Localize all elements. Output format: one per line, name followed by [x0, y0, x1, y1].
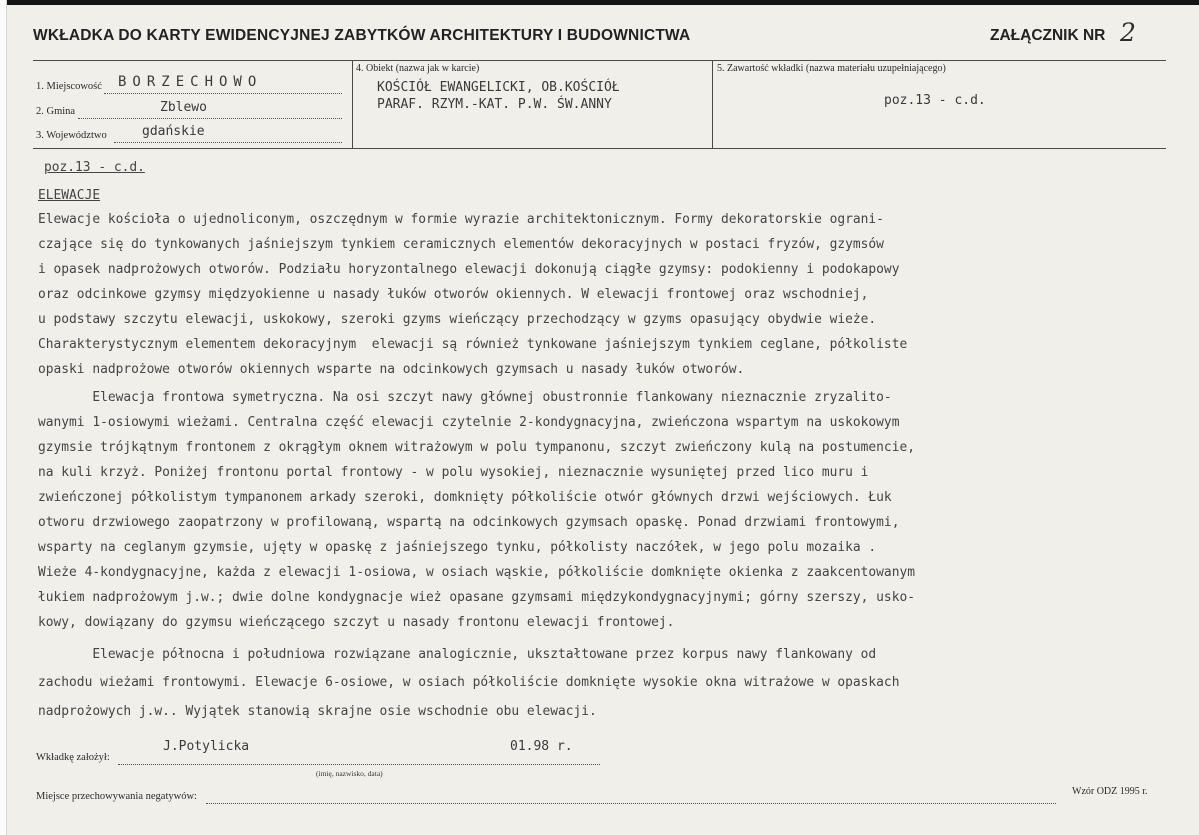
box-divider-2 [712, 60, 713, 149]
body-line-15: Wieże 4-kondygnacyjne, każda z elewacji 1-osiowa, w osiach wąskie, półkoliście domknięte okienka z zaakcentowanym [38, 565, 915, 580]
body-line-5: u podstawy szczytu elewacji, uskokowy, szeroki gzyms wieńczący przechodzący w gzyms opasujący obydwie wieże. [38, 312, 877, 327]
body-line-10: gzymsie trójkątnym frontonem z okrągłym oknem witrażowym w polu tympanonu, szczyt zwieńczony kulą na postumencie, [38, 440, 915, 455]
wojewodztwo-dotted-line [114, 142, 342, 143]
body-line-17: kowy, dowiązany do gzymsu wieńczącego szczyt u nasady frontonu elewacji frontowej. [38, 615, 675, 630]
miejscowosc-dotted-line [104, 93, 342, 94]
wojewodztwo-label: 3. Województwo [36, 130, 107, 141]
header-bottom-rule [33, 148, 1166, 149]
body-line-4: oraz odcinkowe gzymsy międzyokienne u nasady łuków otworów okiennych. W elewacji frontowej oraz wschodniej, [38, 287, 869, 302]
body-line-14: wsparty na ceglanym gzymsie, ujęty w opaskę z jaśniejszego tynku, półkolisty naczółek, w jego polu mozaika . [38, 540, 877, 555]
body-line-13: otworu drzwiowego zaopatrzony w profilowaną, wspartą na odcinkowych gzymsach opaskę. Ponad drzwiami frontowymi, [38, 515, 900, 530]
annex-number: 2 [1120, 18, 1136, 47]
box-divider-1 [352, 60, 353, 149]
negatives-label: Miejsce przechowywania negatywów: [36, 791, 197, 802]
author-dotted-line [118, 764, 600, 765]
continuation-label: poz.13 - c.d. [44, 160, 145, 175]
form-version: Wzór ODZ 1995 r. [1072, 786, 1148, 797]
form-title: WKŁADKA DO KARTY EWIDENCYJNEJ ZABYTKÓW ARCHITEKTURY I BUDOWNICTWA [33, 27, 691, 44]
negatives-dotted-line [206, 803, 1056, 804]
gmina-dotted-line [78, 118, 342, 119]
miejscowosc-label: 1. Miejscowość [36, 81, 102, 92]
scan-top-edge [0, 0, 1199, 5]
obiekt-line-1: KOŚCIÓŁ EWANGELICKI, OB.KOŚCIÓŁ [377, 80, 620, 95]
gmina-label: 2. Gmina [36, 106, 76, 117]
gmina-value: Zblewo [160, 100, 207, 115]
obiekt-label: 4. Obiekt (nazwa jak w karcie) [356, 63, 480, 74]
author-label: Wkładkę założył: [36, 752, 110, 763]
author-caption: (imię, nazwisko, data) [316, 769, 383, 778]
scan-left-edge [0, 0, 7, 835]
zawartosc-value: poz.13 - c.d. [884, 93, 986, 108]
body-line-7: opaski nadprożowe otworów okiennych wsparte na odcinkowych gzymsach u nasady łuków otworów. [38, 362, 745, 377]
body-line-9: wanymi 1-osiowymi wieżami. Centralna część elewacji czytelnie 2-kondygnacyjna, zwieńczona wspartym na uskokowym [38, 415, 900, 430]
author-name: J.Potylicka [163, 739, 250, 754]
body-line-19: zachodu wieżami frontowymi. Elewacje 6-osiowe, w osiach półkoliście domknięte wysokie okna witrażowe w opaskach [38, 675, 900, 690]
author-date: 01.98 r. [510, 739, 573, 754]
body-line-12: zwieńczonej półkolistym tympanonem arkady szeroki, domknięty półkoliście otwór głównych drzwi wejściowych. Łuk [38, 490, 892, 505]
wojewodztwo-value: gdańskie [142, 124, 205, 139]
body-line-1: Elewacje kościoła o ujednoliconym, oszczędnym w formie wyrazie architektonicznym. Formy dekoratorskie ograni- [38, 212, 884, 227]
body-line-20: nadprożowych j.w.. Wyjątek stanowią skrajne osie wschodnie obu elewacji. [38, 704, 597, 719]
obiekt-line-2: PARAF. RZYM.-KAT. P.W. ŚW.ANNY [377, 97, 612, 112]
zawartosc-label: 5. Zawartość wkładki (nazwa materiału uzupełniającego) [717, 63, 946, 74]
body-line-18: Elewacje północna i południowa rozwiązane analogicznie, ukształtowane przez korpus nawy flankowany od [38, 647, 877, 662]
miejscowosc-value: BORZECHOWO [118, 74, 263, 90]
header-top-rule [33, 60, 1166, 61]
body-line-2: czające się do tynkowanych jaśniejszym tynkiem ceramicznych elementów dekoracyjnych w postaci fryzów, gzymsów [38, 237, 884, 252]
body-line-3: i opasek nadprożowych otworów. Podziału horyzontalnego elewacji dokonują ciągłe gzymsy: podokienny i podokapowy [38, 262, 900, 277]
body-line-16: łukiem nadprożowym j.w.; dwie dolne kondygnacje wież opasane gzymsami międzykondygnacyjnymi; górny szerszy, usko- [38, 590, 915, 605]
body-line-8: Elewacja frontowa symetryczna. Na osi szczyt nawy głównej obustronnie flankowany nieznacznie zryzalito- [38, 390, 892, 405]
body-line-6: Charakterystycznym elementem dekoracyjnym elewacji są również tynkowane jaśniejszym tynkiem ceglane, półkoliste [38, 337, 908, 352]
body-line-11: na kuli krzyż. Poniżej frontonu portal frontowy - w polu wysokiej, nieznacznie wysuniętej przed lico muru i [38, 465, 869, 480]
section-heading: ELEWACJE [38, 188, 101, 203]
annex-label: ZAŁĄCZNIK NR [990, 27, 1106, 44]
